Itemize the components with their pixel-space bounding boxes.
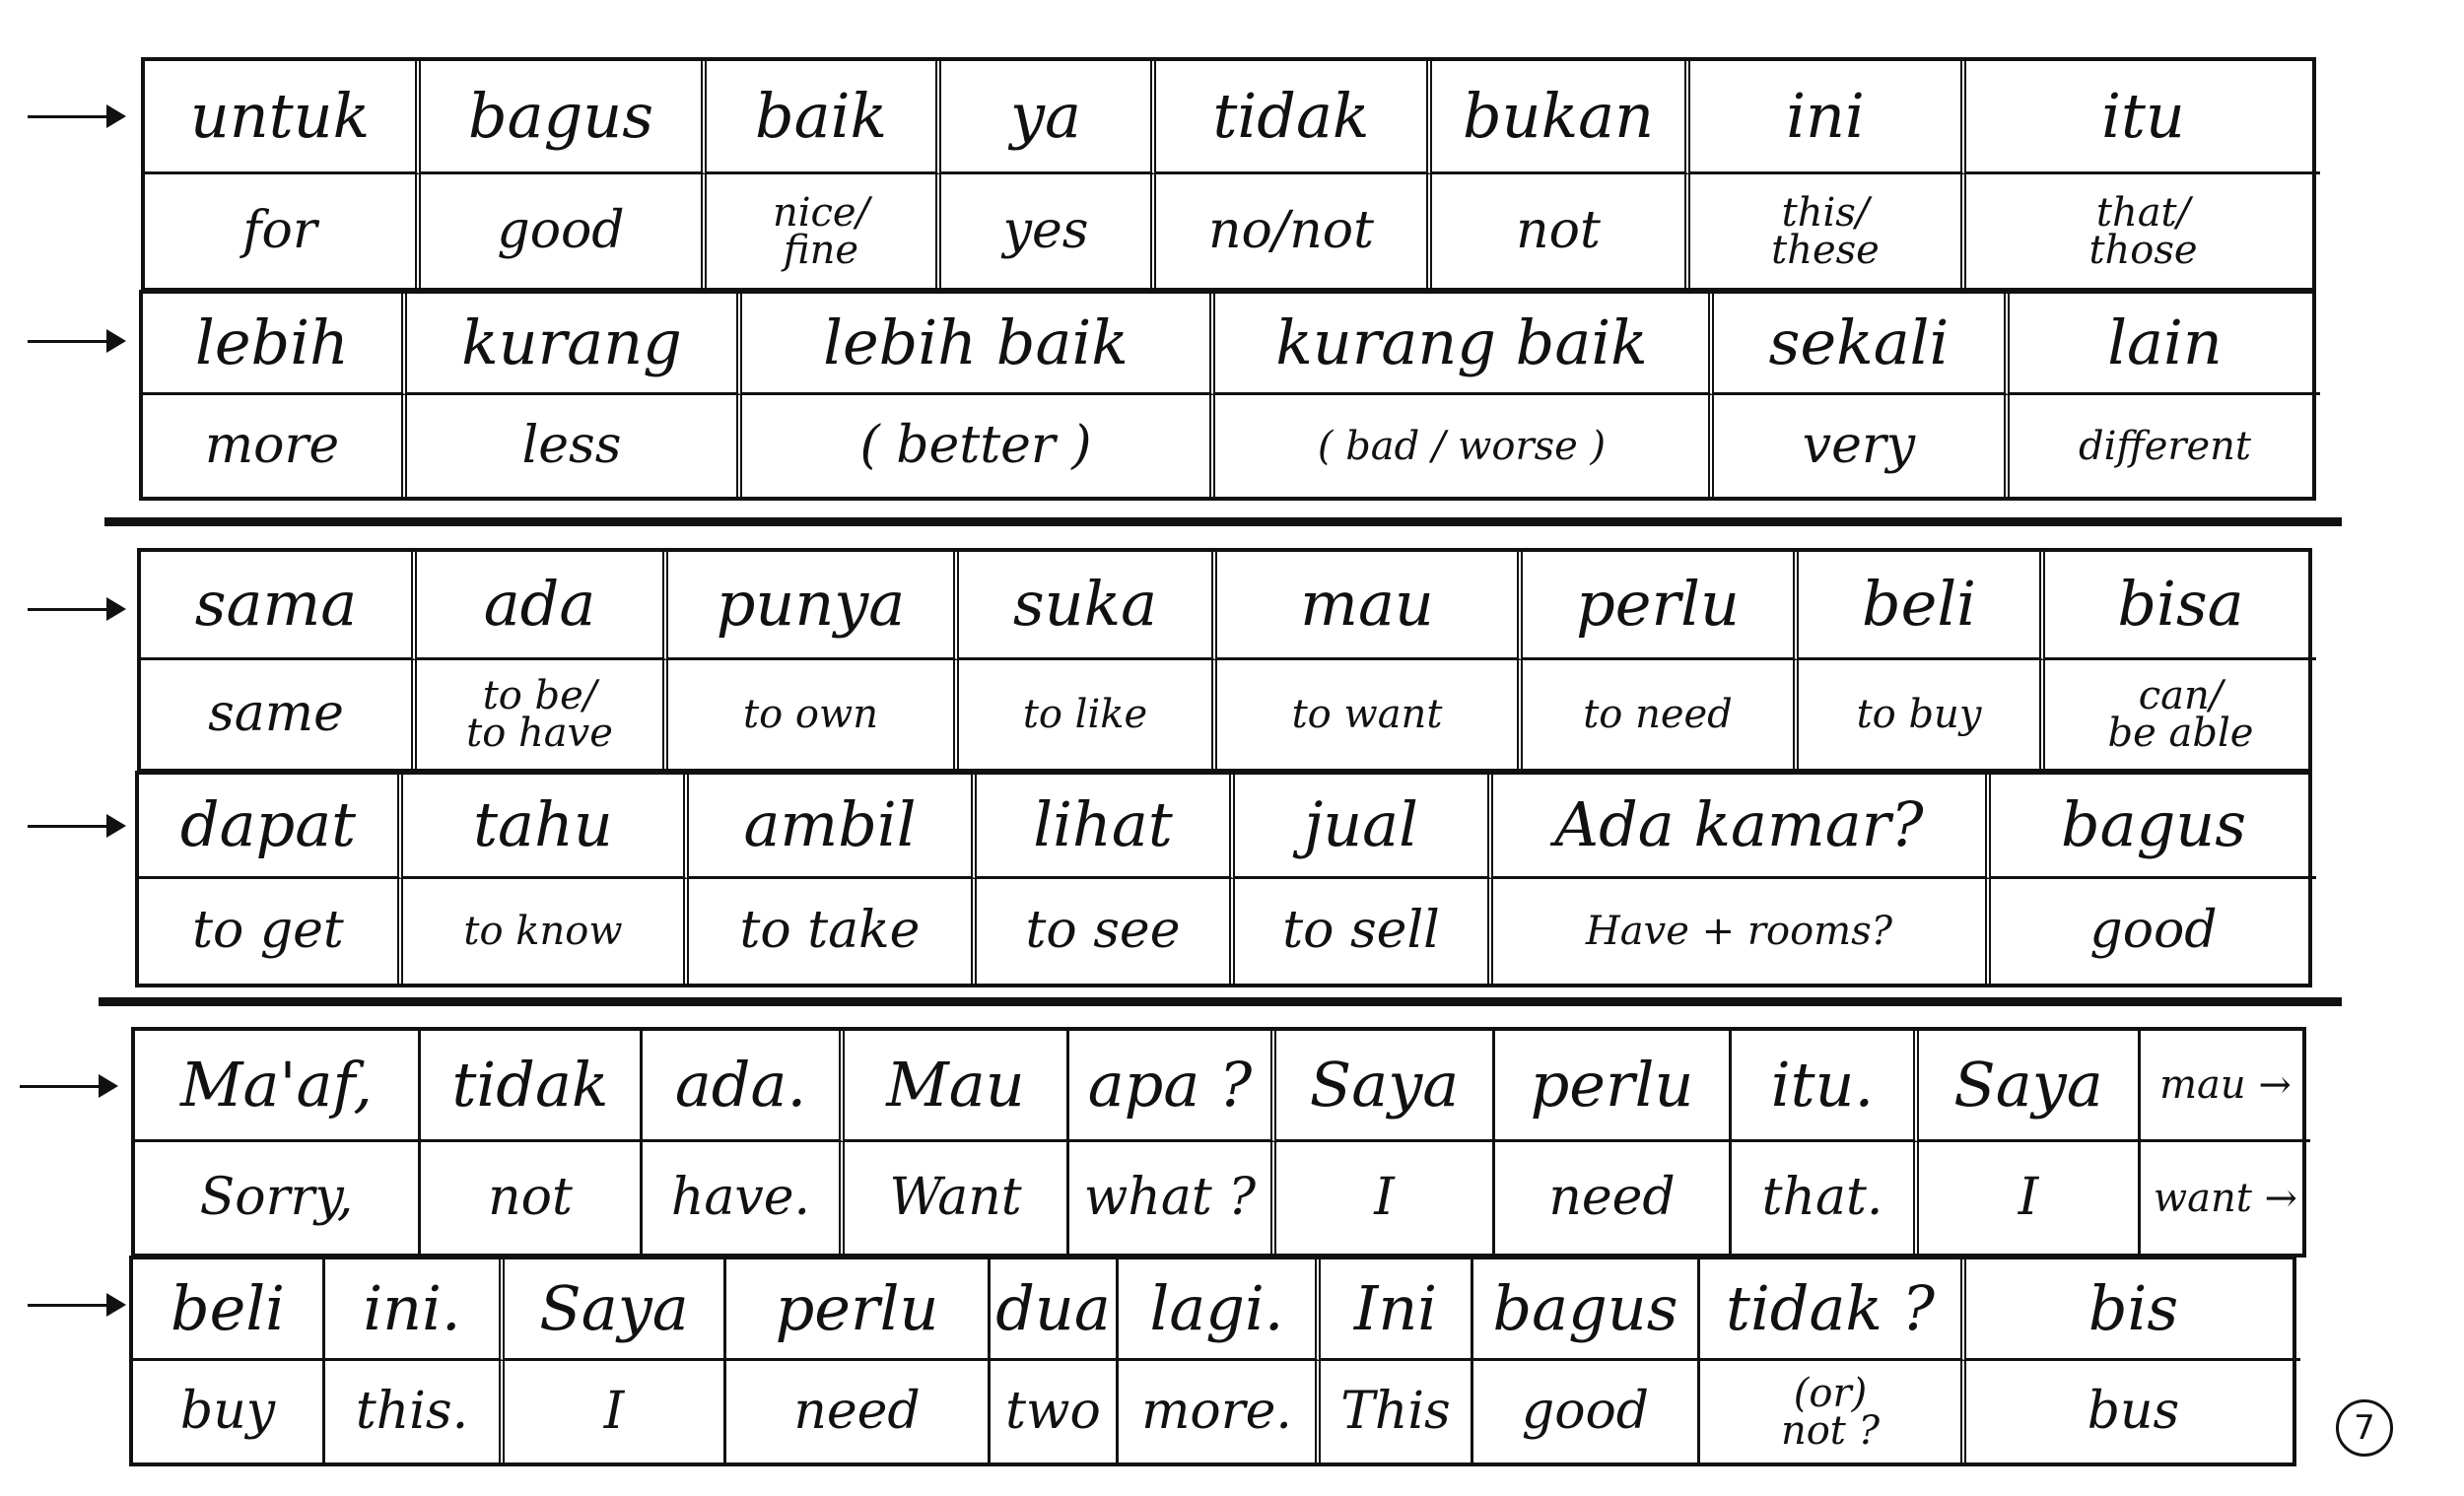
translation-more-2: more.: [1119, 1361, 1321, 1462]
section-divider: [99, 997, 2342, 1006]
translation-to-be-to-have: to be/ to have: [417, 660, 668, 769]
translation-i-3: I: [505, 1361, 726, 1462]
translation-this-these: this/ these: [1690, 174, 1966, 288]
word-lihat: lihat: [977, 775, 1235, 879]
translation-want-2: want →: [2153, 1175, 2298, 1221]
word-itu-2: itu.: [1732, 1031, 1919, 1142]
translation-to-get: to get: [139, 879, 403, 984]
translation-need: need: [1495, 1142, 1732, 1254]
page-number: 7: [2336, 1399, 2393, 1457]
row-arrow-icon: [28, 806, 126, 846]
translation-good-2: good: [2089, 901, 2218, 961]
word-apa: apa ?: [1069, 1031, 1276, 1142]
word-baik: baik: [707, 61, 941, 174]
translation-what: what ?: [1069, 1142, 1276, 1254]
word-perlu-3: perlu: [726, 1259, 991, 1361]
phrase-ada-kamar: Ada kamar?: [1493, 775, 1991, 879]
word-mau: mau: [1217, 552, 1523, 660]
word-bagus-3: bagus: [1473, 1259, 1700, 1361]
word-suka: suka: [959, 552, 1217, 660]
word-ini: ini: [1690, 61, 1966, 174]
translation-very: very: [1714, 395, 2010, 497]
translation-nice-fine: nice/ fine: [707, 174, 941, 288]
translation-that: that.: [1732, 1142, 1919, 1254]
row-arrow-icon: [20, 1066, 118, 1106]
translation-bus: bus: [2087, 1381, 2180, 1441]
translation-different: different: [2078, 423, 2252, 469]
sentence-table-row-5: [131, 1027, 2306, 1258]
word-kurang-baik: kurang baik: [1215, 294, 1714, 395]
word-maaf: Ma'af,: [135, 1031, 421, 1142]
translation-to-see: to see: [977, 879, 1235, 984]
row-arrow-icon: [28, 589, 126, 629]
word-ya: ya: [941, 61, 1156, 174]
vocab-table-row-2: [139, 290, 2316, 501]
section-divider: [104, 517, 2342, 526]
translation-have-rooms: Have + rooms?: [1493, 879, 1991, 984]
word-bisa: bisa: [2045, 552, 2316, 660]
translation-to-want: to want: [1217, 660, 1523, 769]
translation-to-like: to like: [959, 660, 1217, 769]
word-dapat: dapat: [139, 775, 403, 879]
translation-good: good: [421, 174, 707, 288]
word-lebih: lebih: [143, 294, 407, 395]
translation-not-2: not: [421, 1142, 643, 1254]
word-sama: sama: [141, 552, 417, 660]
word-jual: jual: [1235, 775, 1493, 879]
word-tidak-2: tidak: [421, 1031, 643, 1142]
translation-that-those: that/ those: [2088, 189, 2198, 273]
translation-i-2: I: [1919, 1142, 2141, 1254]
translation-good-3: good: [1473, 1361, 1700, 1462]
translation-sorry: Sorry,: [135, 1142, 421, 1254]
translation-i: I: [1276, 1142, 1495, 1254]
translation-or-not: (or) not ?: [1700, 1361, 1966, 1462]
translation-for: for: [145, 174, 421, 288]
translation-buy: buy: [133, 1361, 325, 1462]
sentence-table-row-6: [129, 1256, 2296, 1466]
word-tidak: tidak: [1156, 61, 1432, 174]
translation-to-own: to own: [668, 660, 959, 769]
word-perlu: perlu: [1523, 552, 1799, 660]
translation-this: this.: [325, 1361, 505, 1462]
word-saya-3: Saya: [505, 1259, 726, 1361]
translation-want: Want: [845, 1142, 1069, 1254]
word-bukan: bukan: [1432, 61, 1690, 174]
word-bagus-2: bagus: [1991, 775, 2316, 879]
translation-to-buy: to buy: [1799, 660, 2045, 769]
translation-yes: yes: [941, 174, 1156, 288]
translation-have: have.: [643, 1142, 845, 1254]
word-lagi: lagi.: [1119, 1259, 1321, 1361]
vocab-table-row-4: [135, 771, 2312, 987]
translation-to-know: to know: [403, 879, 689, 984]
word-dua: dua: [991, 1259, 1119, 1361]
word-ambil: ambil: [689, 775, 977, 879]
row-arrow-icon: [28, 97, 126, 136]
word-mau-3: mau →: [2141, 1031, 2310, 1142]
word-bagus: bagus: [421, 61, 707, 174]
translation-no-not: no/not: [1156, 174, 1432, 288]
word-perlu-2: perlu: [1495, 1031, 1732, 1142]
word-bis: bis: [1966, 1259, 2300, 1361]
word-ada-2: ada.: [643, 1031, 845, 1142]
word-ini-3: Ini: [1321, 1259, 1473, 1361]
row-arrow-icon: [28, 1285, 126, 1325]
vocab-table-row-1: [141, 57, 2316, 292]
translation-better: ( better ): [742, 395, 1215, 497]
translation-need-2: need: [726, 1361, 991, 1462]
row-arrow-icon: [28, 321, 126, 361]
translation-this-2: This: [1321, 1361, 1473, 1462]
word-lain: lain: [2010, 294, 2320, 395]
vocab-table-row-3: [137, 548, 2312, 773]
word-beli-2: beli: [133, 1259, 325, 1361]
word-itu: itu: [1966, 61, 2320, 174]
word-untuk: untuk: [145, 61, 421, 174]
word-mau-2: Mau: [845, 1031, 1069, 1142]
translation-less: less: [407, 395, 742, 497]
word-saya-2: Saya: [1919, 1031, 2141, 1142]
translation-same: same: [141, 660, 417, 769]
translation-can-be-able: can/ be able: [2107, 673, 2254, 756]
word-kurang: kurang: [407, 294, 742, 395]
word-ini-2: ini.: [325, 1259, 505, 1361]
word-sekali: sekali: [1714, 294, 2010, 395]
word-beli: beli: [1799, 552, 2045, 660]
word-saya: Saya: [1276, 1031, 1495, 1142]
word-tahu: tahu: [403, 775, 689, 879]
translation-more: more: [143, 395, 407, 497]
translation-to-take: to take: [689, 879, 977, 984]
translation-to-need: to need: [1523, 660, 1799, 769]
word-ada: ada: [417, 552, 668, 660]
translation-bad-worse: ( bad / worse ): [1215, 395, 1714, 497]
translation-to-sell: to sell: [1235, 879, 1493, 984]
translation-not: not: [1432, 174, 1690, 288]
word-punya: punya: [668, 552, 959, 660]
translation-two: two: [991, 1361, 1119, 1462]
word-lebih-baik: lebih baik: [742, 294, 1215, 395]
word-tidak-3: tidak ?: [1700, 1259, 1966, 1361]
